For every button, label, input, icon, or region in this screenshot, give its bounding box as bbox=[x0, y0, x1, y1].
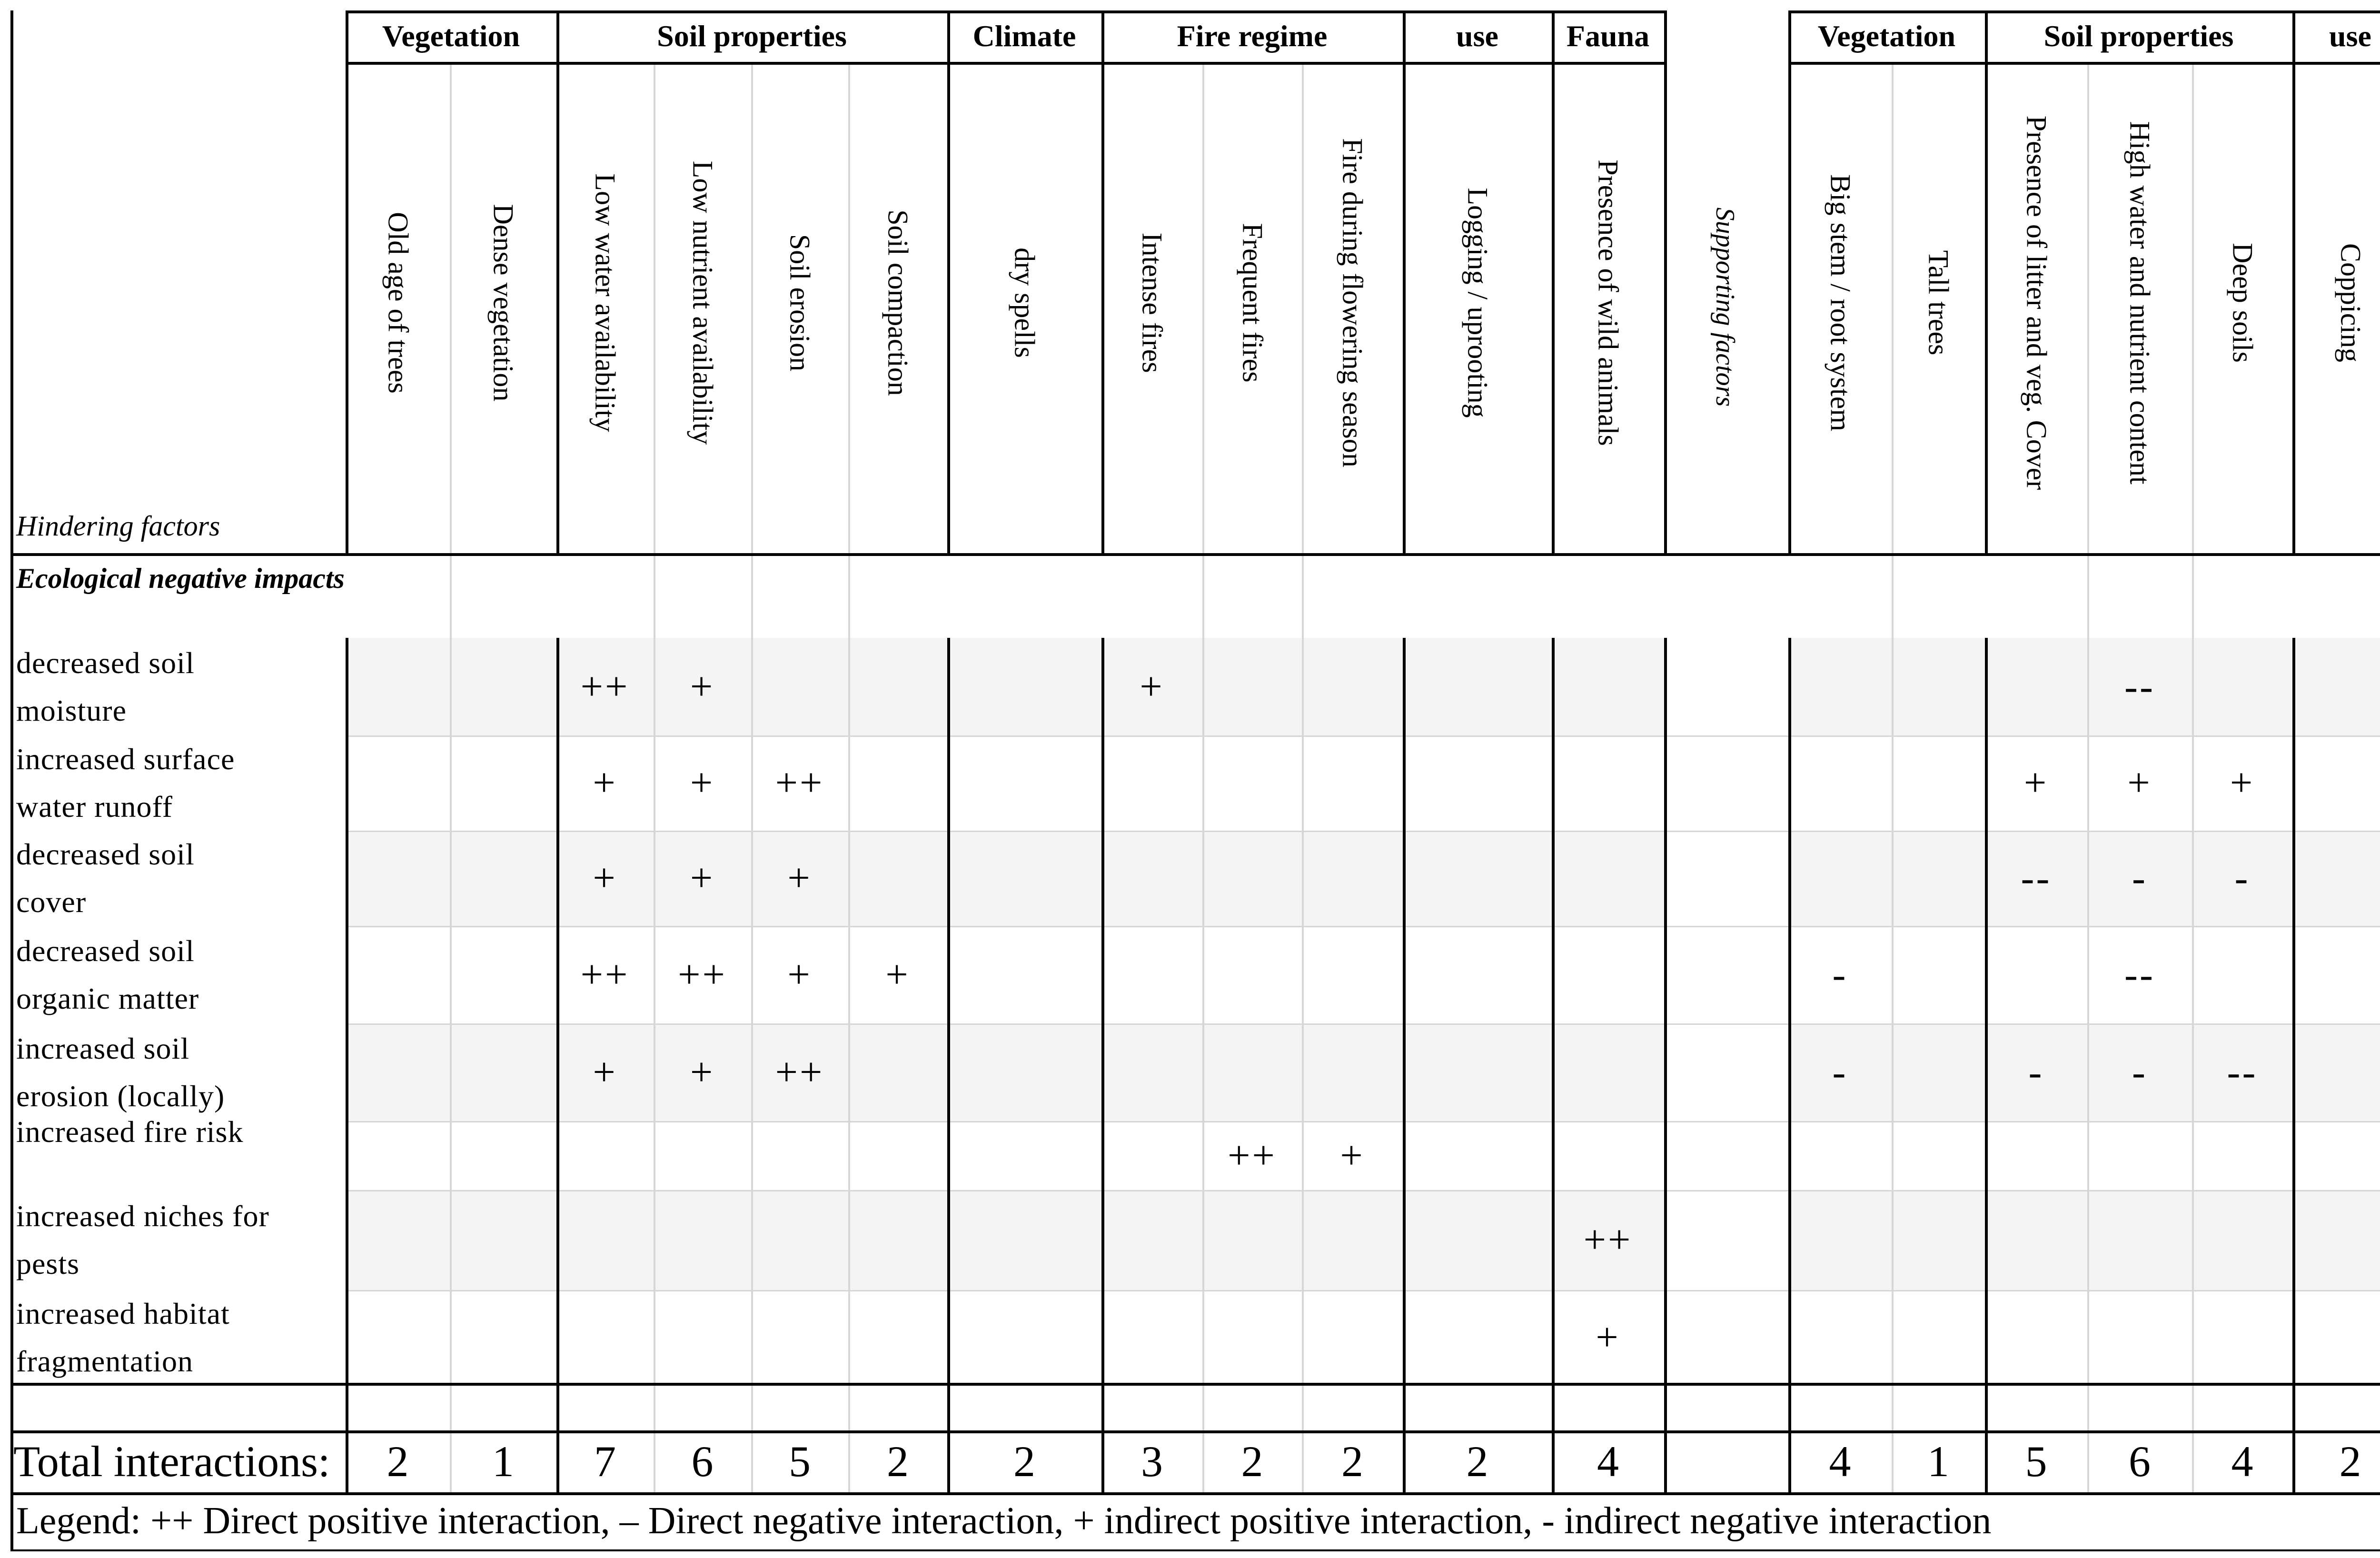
interaction-cell bbox=[848, 1290, 947, 1385]
column-header-text: Tall trees bbox=[1923, 250, 1954, 356]
interaction-cell bbox=[1202, 831, 1302, 926]
interaction-cell: + bbox=[1340, 1133, 1365, 1178]
interaction-cell bbox=[1302, 638, 1403, 735]
interaction-cell bbox=[1892, 638, 1985, 735]
rule-horizontal bbox=[10, 1492, 2380, 1495]
interaction-cell bbox=[1302, 735, 1403, 831]
interaction-cell bbox=[947, 831, 1101, 926]
interaction-cell bbox=[1302, 926, 1403, 1023]
interaction-cell bbox=[2087, 1190, 2192, 1290]
interaction-cell: - bbox=[1832, 1050, 1848, 1094]
interaction-cell bbox=[2192, 638, 2292, 735]
rule-horizontal bbox=[10, 553, 2380, 556]
total-value: 1 bbox=[1927, 1437, 1949, 1486]
row-label-line: increased fire risk bbox=[16, 1114, 244, 1149]
group-header: Climate bbox=[972, 19, 1076, 53]
interaction-cell bbox=[2292, 1121, 2380, 1190]
column-header bbox=[2292, 62, 2380, 544]
interaction-cell bbox=[1101, 1190, 1202, 1290]
interaction-cell bbox=[1552, 926, 1664, 1023]
column-header bbox=[450, 62, 556, 544]
interaction-cell bbox=[2192, 1121, 2292, 1190]
row-label-line: organic matter bbox=[16, 981, 199, 1015]
interaction-cell bbox=[1892, 1290, 1985, 1385]
group-header: Vegetation bbox=[382, 19, 520, 53]
interaction-cell bbox=[556, 1190, 654, 1290]
interaction-cell: + bbox=[1140, 664, 1164, 709]
row-label-line: pests bbox=[16, 1247, 79, 1280]
interaction-cell bbox=[1552, 638, 1664, 735]
rule-vertical bbox=[1403, 10, 1406, 555]
column-header bbox=[1302, 62, 1403, 544]
hindering-factors-label: Hindering factors bbox=[16, 510, 220, 542]
rule-vertical bbox=[1788, 638, 1791, 1492]
row-label bbox=[16, 1025, 340, 1120]
interaction-cell bbox=[450, 1121, 556, 1190]
interaction-cell bbox=[654, 1121, 751, 1190]
row-label-line: increased niches for bbox=[16, 1199, 269, 1233]
interaction-cell bbox=[346, 831, 450, 926]
interaction-cell: + bbox=[2230, 761, 2255, 805]
rule-horizontal bbox=[1788, 10, 2380, 13]
interaction-cell bbox=[2292, 735, 2380, 831]
interaction-cell bbox=[346, 926, 450, 1023]
interaction-cell: -- bbox=[2021, 856, 2052, 900]
group-header: use bbox=[1456, 19, 1498, 53]
rule-horizontal bbox=[10, 1549, 2380, 1551]
column-header bbox=[1788, 62, 1892, 544]
total-value: 4 bbox=[1829, 1437, 1851, 1486]
interaction-cell bbox=[1202, 1290, 1302, 1385]
column-header-text: Soil compaction bbox=[882, 209, 914, 396]
interaction-cell: + bbox=[885, 952, 910, 997]
interaction-cell bbox=[751, 1121, 848, 1190]
interaction-cell bbox=[1101, 1290, 1202, 1385]
row-label-line: decreased soil bbox=[16, 837, 195, 871]
rule-vertical bbox=[556, 10, 559, 555]
interaction-cell bbox=[2292, 926, 2380, 1023]
interaction-cell: - bbox=[2132, 1050, 2147, 1094]
rule-vertical bbox=[1788, 10, 1791, 555]
group-header: Soil properties bbox=[2043, 19, 2234, 53]
totals-label: Total interactions: bbox=[13, 1437, 330, 1486]
row-label-line: increased surface bbox=[16, 742, 235, 776]
interaction-cell bbox=[1202, 1023, 1302, 1121]
interaction-cell bbox=[2192, 926, 2292, 1023]
interaction-cell: + bbox=[787, 952, 812, 997]
interaction-cell bbox=[1892, 1023, 1985, 1121]
interaction-cell bbox=[947, 735, 1101, 831]
interaction-cell bbox=[1892, 1121, 1985, 1190]
interaction-cell: - bbox=[2028, 1050, 2044, 1094]
rule-vertical bbox=[1664, 10, 1667, 555]
column-header-text: Logging / uprooting bbox=[1462, 188, 1493, 418]
row-label bbox=[16, 831, 340, 926]
interaction-cell: ++ bbox=[1583, 1218, 1633, 1262]
interaction-cell: + bbox=[690, 1050, 715, 1094]
interaction-cell bbox=[751, 1190, 848, 1290]
row-label-line: cover bbox=[16, 885, 87, 919]
column-header bbox=[2087, 62, 2192, 544]
row-label-line: fragmentation bbox=[16, 1344, 193, 1378]
interaction-cell bbox=[1202, 926, 1302, 1023]
total-value: 2 bbox=[1013, 1437, 1035, 1486]
interaction-cell bbox=[1101, 831, 1202, 926]
rule-vertical bbox=[947, 10, 950, 555]
interaction-cell bbox=[346, 638, 450, 735]
interaction-cell: -- bbox=[2124, 664, 2155, 709]
interaction-cell bbox=[1552, 735, 1664, 831]
total-value: 4 bbox=[1597, 1437, 1619, 1486]
column-header-text: Big stem / root system bbox=[1825, 174, 1856, 431]
interaction-cell: + bbox=[593, 761, 617, 805]
rule-vertical bbox=[1403, 638, 1406, 1492]
rule-vertical bbox=[2292, 10, 2295, 555]
interaction-cell bbox=[1788, 1290, 1892, 1385]
interaction-cell bbox=[346, 1290, 450, 1385]
interaction-cell bbox=[2292, 1190, 2380, 1290]
interaction-cell: + bbox=[1596, 1315, 1620, 1360]
total-value: 2 bbox=[1241, 1437, 1263, 1486]
interaction-cell bbox=[848, 1023, 947, 1121]
interaction-cell bbox=[346, 1121, 450, 1190]
interaction-cell bbox=[1892, 735, 1985, 831]
column-header bbox=[346, 62, 450, 544]
row-label bbox=[16, 1192, 340, 1288]
row-label-line: decreased soil bbox=[16, 645, 195, 680]
interaction-cell bbox=[450, 638, 556, 735]
interaction-cell bbox=[1101, 926, 1202, 1023]
interaction-cell: ++ bbox=[678, 952, 727, 997]
column-header bbox=[1202, 62, 1302, 544]
row-label bbox=[16, 735, 340, 831]
interaction-cell: ++ bbox=[580, 952, 630, 997]
interaction-cell bbox=[848, 1121, 947, 1190]
total-value: 6 bbox=[2129, 1437, 2151, 1486]
total-value: 2 bbox=[387, 1437, 409, 1486]
row-label-line: increased soil bbox=[16, 1031, 190, 1065]
total-value: 2 bbox=[2339, 1437, 2361, 1486]
interaction-cell: + bbox=[2023, 761, 2049, 805]
interaction-cell bbox=[1302, 1023, 1403, 1121]
rule-vertical bbox=[2292, 638, 2295, 1492]
interaction-cell: - bbox=[2132, 856, 2147, 900]
interaction-cell: + bbox=[2127, 761, 2152, 805]
interaction-cell bbox=[1403, 1023, 1552, 1121]
column-header-text: Fire during flowering season bbox=[1337, 138, 1368, 467]
rule-vertical bbox=[346, 638, 348, 1492]
rule-vertical bbox=[947, 638, 950, 1492]
total-value: 3 bbox=[1141, 1437, 1163, 1486]
total-value: 6 bbox=[691, 1437, 714, 1486]
column-header-text: Intense fires bbox=[1136, 232, 1168, 373]
interaction-cell bbox=[1101, 1121, 1202, 1190]
rule-horizontal bbox=[1788, 62, 2380, 65]
total-value: 5 bbox=[2025, 1437, 2047, 1486]
interaction-cell bbox=[947, 1190, 1101, 1290]
interaction-cell bbox=[947, 1290, 1101, 1385]
interaction-cell bbox=[346, 735, 450, 831]
interaction-cell: + bbox=[593, 1050, 617, 1094]
interaction-cell bbox=[1403, 735, 1552, 831]
total-value: 5 bbox=[789, 1437, 811, 1486]
interaction-cell bbox=[654, 1290, 751, 1385]
supporting-factors-label bbox=[1664, 62, 1786, 552]
total-value: 2 bbox=[887, 1437, 909, 1486]
interaction-cell bbox=[1985, 1190, 2087, 1290]
column-header bbox=[1552, 62, 1664, 544]
interaction-cell bbox=[1788, 831, 1892, 926]
group-header: Vegetation bbox=[1817, 19, 1956, 53]
interaction-cell bbox=[1985, 1121, 2087, 1190]
column-header bbox=[654, 62, 751, 544]
column-header-text: Dense vegetation bbox=[487, 204, 519, 402]
interaction-cell bbox=[947, 1023, 1101, 1121]
rule-vertical bbox=[1101, 10, 1104, 555]
interaction-cell bbox=[450, 1290, 556, 1385]
rule-vertical bbox=[1101, 638, 1104, 1492]
rule-horizontal bbox=[10, 1383, 2380, 1386]
interaction-cell: -- bbox=[2227, 1050, 2258, 1094]
interaction-cell bbox=[947, 1121, 1101, 1190]
interaction-cell bbox=[1403, 638, 1552, 735]
interaction-cell bbox=[1985, 926, 2087, 1023]
row-label bbox=[16, 1290, 340, 1385]
interaction-cell bbox=[2192, 1190, 2292, 1290]
interaction-cell bbox=[1101, 1023, 1202, 1121]
interaction-cell bbox=[346, 1023, 450, 1121]
group-header: use bbox=[2329, 19, 2371, 53]
section-title: Ecological negative impacts bbox=[16, 563, 345, 594]
interaction-cell bbox=[1202, 1190, 1302, 1290]
interaction-cell: ++ bbox=[580, 664, 630, 709]
row-label bbox=[16, 1108, 340, 1156]
rule-horizontal bbox=[346, 62, 1666, 65]
interaction-cell bbox=[450, 926, 556, 1023]
rule-vertical bbox=[556, 638, 559, 1492]
column-header bbox=[1101, 62, 1202, 544]
rule-vertical bbox=[1985, 10, 1988, 555]
column-header-text: Old age of trees bbox=[382, 212, 414, 394]
group-header: Fauna bbox=[1566, 19, 1650, 53]
interaction-cell bbox=[1403, 1121, 1552, 1190]
column-header-text: Coppicing bbox=[2335, 243, 2366, 362]
interaction-cell bbox=[751, 638, 848, 735]
column-header-text: High water and nutrient content bbox=[2124, 121, 2156, 485]
interaction-cell bbox=[1788, 1121, 1892, 1190]
interaction-cell bbox=[1403, 831, 1552, 926]
total-value: 4 bbox=[2231, 1437, 2253, 1486]
column-header bbox=[751, 62, 848, 544]
interaction-cell bbox=[1985, 1290, 2087, 1385]
interaction-cell bbox=[450, 1023, 556, 1121]
interaction-cell bbox=[2292, 1023, 2380, 1121]
row-label-line: moisture bbox=[16, 693, 127, 727]
interaction-cell bbox=[1788, 735, 1892, 831]
rule-vertical bbox=[1664, 638, 1667, 1492]
interaction-cell bbox=[1788, 638, 1892, 735]
column-header bbox=[1985, 62, 2087, 544]
interaction-cell: ++ bbox=[775, 1050, 824, 1094]
interaction-cell bbox=[1302, 831, 1403, 926]
interaction-cell bbox=[1302, 1190, 1403, 1290]
interaction-cell bbox=[450, 1190, 556, 1290]
supporting-column-blank bbox=[1664, 638, 1788, 1385]
interaction-cell bbox=[1202, 735, 1302, 831]
interaction-cell: - bbox=[2234, 856, 2250, 900]
interaction-cell bbox=[450, 831, 556, 926]
interaction-cell bbox=[450, 735, 556, 831]
interaction-cell bbox=[2087, 1290, 2192, 1385]
column-header bbox=[1892, 62, 1985, 544]
interaction-cell bbox=[1552, 831, 1664, 926]
row-label-line: increased habitat bbox=[16, 1297, 230, 1330]
total-value: 1 bbox=[492, 1437, 514, 1486]
interaction-cell bbox=[1403, 1290, 1552, 1385]
interaction-cell bbox=[1892, 926, 1985, 1023]
rule-horizontal bbox=[346, 10, 1666, 13]
interaction-cell bbox=[2292, 638, 2380, 735]
interaction-cell bbox=[654, 1190, 751, 1290]
interaction-cell bbox=[2292, 1290, 2380, 1385]
interaction-cell bbox=[2087, 1121, 2192, 1190]
rule-vertical bbox=[1552, 638, 1555, 1492]
group-header: Soil properties bbox=[657, 19, 847, 53]
interaction-cell bbox=[848, 1190, 947, 1290]
row-label bbox=[16, 927, 340, 1022]
total-value: 2 bbox=[1341, 1437, 1363, 1486]
interaction-cell: + bbox=[690, 856, 715, 900]
interaction-cell bbox=[1552, 1023, 1664, 1121]
interaction-cell: + bbox=[690, 761, 715, 805]
rule-vertical bbox=[1552, 10, 1555, 555]
interaction-cell bbox=[947, 926, 1101, 1023]
interaction-cell: + bbox=[787, 856, 812, 900]
row-label-line: water runoff bbox=[16, 790, 173, 824]
interaction-cell bbox=[947, 638, 1101, 735]
interaction-cell: - bbox=[1832, 952, 1848, 997]
column-header-text: Low water availability bbox=[589, 173, 621, 432]
interaction-cell bbox=[848, 735, 947, 831]
interaction-cell bbox=[751, 1290, 848, 1385]
interaction-cell bbox=[1302, 1290, 1403, 1385]
rule-vertical bbox=[10, 10, 13, 1549]
interaction-cell bbox=[1892, 831, 1985, 926]
interaction-cell bbox=[556, 1290, 654, 1385]
interaction-cell bbox=[1788, 1190, 1892, 1290]
interaction-cell bbox=[1403, 926, 1552, 1023]
legend-text: Legend: ++ Direct positive interaction, – Direct negative interaction, + indirect positive interaction, - indirect negative interaction bbox=[16, 1500, 1992, 1542]
interaction-cell bbox=[1552, 1121, 1664, 1190]
rule-vertical bbox=[346, 10, 348, 555]
interaction-cell: + bbox=[690, 664, 715, 709]
column-header-text: Frequent fires bbox=[1237, 223, 1268, 383]
interaction-cell bbox=[556, 1121, 654, 1190]
interaction-cell bbox=[1403, 1190, 1552, 1290]
column-header bbox=[947, 62, 1101, 544]
interaction-cell: ++ bbox=[1228, 1133, 1277, 1178]
row-label bbox=[16, 639, 340, 734]
interaction-cell: -- bbox=[2124, 952, 2155, 997]
interaction-cell bbox=[2292, 831, 2380, 926]
row-label-line: decreased soil bbox=[16, 933, 195, 968]
column-header-text: Soil erosion bbox=[784, 234, 816, 372]
interaction-cell: ++ bbox=[775, 761, 824, 805]
rule-vertical bbox=[1985, 638, 1988, 1492]
interaction-cell bbox=[346, 1190, 450, 1290]
interaction-cell bbox=[848, 831, 947, 926]
column-header-text: Presence of wild animals bbox=[1592, 159, 1624, 446]
column-header-text: Low nutrient availability bbox=[687, 160, 718, 445]
column-header bbox=[848, 62, 947, 544]
total-value: 2 bbox=[1466, 1437, 1488, 1486]
supporting-factors-text: Supporting factors bbox=[1710, 207, 1740, 407]
column-header-text: Presence of litter and veg. Cover bbox=[2021, 115, 2052, 490]
interaction-cell bbox=[848, 638, 947, 735]
column-header bbox=[556, 62, 654, 544]
column-header bbox=[2192, 62, 2292, 544]
column-header-text: Deep soils bbox=[2227, 243, 2258, 363]
group-header: Fire regime bbox=[1177, 19, 1328, 53]
column-header-text: dry spells bbox=[1009, 248, 1041, 358]
interaction-cell bbox=[1892, 1190, 1985, 1290]
row-label-line: erosion (locally) bbox=[16, 1079, 225, 1113]
interaction-cell: + bbox=[593, 856, 617, 900]
interaction-cell bbox=[1985, 638, 2087, 735]
interaction-cell bbox=[2192, 1290, 2292, 1385]
interaction-cell bbox=[1101, 735, 1202, 831]
rule-horizontal bbox=[10, 1430, 2380, 1433]
interaction-cell bbox=[1202, 638, 1302, 735]
column-header bbox=[1403, 62, 1552, 544]
total-value: 7 bbox=[594, 1437, 616, 1486]
